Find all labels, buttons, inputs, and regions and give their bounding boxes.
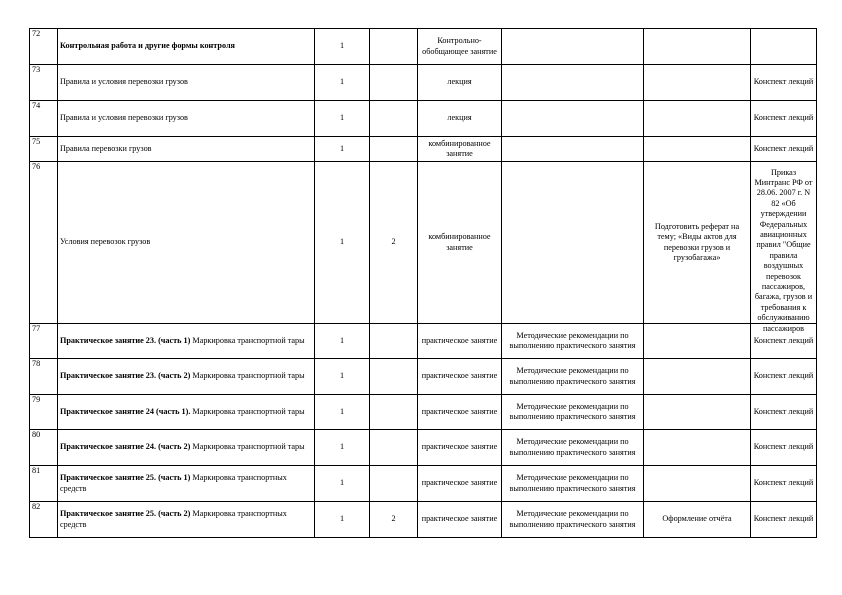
extra-hours-cell [370, 395, 418, 430]
hours-cell: 1 [315, 65, 370, 101]
literature-cell [751, 162, 817, 333]
literature-cell: Конспект лекций [751, 466, 817, 502]
topic-bold: Практическое занятие 23. (часть 2) [60, 371, 191, 381]
topic-cell [58, 324, 315, 359]
extra-hours-cell [370, 466, 418, 502]
row-number: 81 [30, 466, 58, 502]
lesson-type-cell: Контрольно-обобщающее занятие [418, 29, 502, 65]
homework-cell [644, 430, 751, 466]
hours-cell: 1 [315, 395, 370, 430]
table-row [30, 502, 817, 538]
topic-text: Маркировка транспортных средств [60, 473, 287, 493]
literature-cell: Конспект лекций [751, 430, 817, 466]
topic-text: Маркировка транспортной тары [190, 442, 305, 452]
literature-cell [751, 29, 817, 65]
topic-cell [58, 65, 315, 101]
row-number: 82 [30, 502, 58, 538]
curriculum-table [29, 28, 817, 538]
table-row [30, 65, 817, 101]
topic-cell [58, 502, 315, 538]
row-number: 78 [30, 359, 58, 395]
lesson-type-cell: практическое занятие [418, 466, 502, 502]
row-number: 77 [30, 324, 58, 359]
literature-cell: Конспект лекций [751, 137, 817, 162]
extra-hours-cell [370, 29, 418, 65]
extra-hours-cell [370, 65, 418, 101]
table-row [30, 395, 817, 430]
table-row [30, 359, 817, 395]
lesson-type-cell: комбинированное занятие [418, 162, 502, 324]
materials-cell: Методические рекомендации по выполнению практического занятия [502, 359, 644, 395]
homework-cell: Оформление отчёта [644, 502, 751, 538]
materials-cell [502, 29, 644, 65]
literature-cell: Конспект лекций [751, 359, 817, 395]
lesson-type-cell: практическое занятие [418, 395, 502, 430]
lesson-type-cell: практическое занятие [418, 430, 502, 466]
topic-cell [58, 395, 315, 430]
materials-cell: Методические рекомендации по выполнению практического занятия [502, 466, 644, 502]
topic-text: Маркировка транспортной тары [190, 371, 305, 381]
extra-hours-cell [370, 430, 418, 466]
hours-cell: 1 [315, 359, 370, 395]
topic-text: Правила и условия перевозки грузов [60, 77, 188, 87]
topic-cell [58, 430, 315, 466]
row-number: 80 [30, 430, 58, 466]
materials-cell [502, 101, 644, 137]
materials-cell [502, 65, 644, 101]
topic-text: Маркировка транспортной тары [190, 406, 305, 416]
hours-cell: 1 [315, 162, 370, 324]
table-row [30, 430, 817, 466]
hours-cell: 1 [315, 137, 370, 162]
literature-cell: Конспект лекций [751, 65, 817, 101]
homework-cell [644, 324, 751, 359]
literature-cell: Конспект лекций [751, 502, 817, 538]
table-row [30, 466, 817, 502]
hours-cell: 1 [315, 466, 370, 502]
topic-cell [58, 359, 315, 395]
homework-cell [644, 29, 751, 65]
lesson-type-cell: практическое занятие [418, 502, 502, 538]
topic-bold: Практическое занятие 25. (часть 2) [60, 509, 191, 519]
literature-cell: Конспект лекций [751, 324, 817, 359]
row-number: 74 [30, 101, 58, 137]
homework-cell [644, 466, 751, 502]
lesson-type-cell: лекция [418, 101, 502, 137]
lesson-type-cell: практическое занятие [418, 359, 502, 395]
hours-cell: 1 [315, 101, 370, 137]
topic-cell [58, 137, 315, 162]
hours-cell: 1 [315, 430, 370, 466]
topic-bold: Практическое занятие 24. (часть 2) [60, 442, 191, 452]
extra-hours-cell: 2 [370, 502, 418, 538]
homework-cell [644, 359, 751, 395]
topic-cell [58, 29, 315, 65]
materials-cell: Методические рекомендации по выполнению практического занятия [502, 502, 644, 538]
literature-cell: Конспект лекций [751, 101, 817, 137]
materials-cell: Методические рекомендации по выполнению практического занятия [502, 395, 644, 430]
row-number: 79 [30, 395, 58, 430]
literature-text: Приказ Минтранс РФ от 28.06. 2007 г. N 82 «Об утверждении Федеральных авиационных правил "Общие правила воздушных перевозок пассажиров, багажа, грузов и требования к обслуживанию пассажиров [754, 167, 813, 333]
topic-text: Маркировка транспортных средств [60, 509, 287, 529]
topic-text: Правила и условия перевозки грузов [60, 113, 188, 123]
topic-text: Условия перевозок грузов [60, 237, 151, 247]
table-row [30, 101, 817, 137]
extra-hours-cell [370, 101, 418, 137]
topic-bold: Практическое занятие 23. (часть 1) [60, 335, 191, 345]
lesson-type-cell: практическое занятие [418, 324, 502, 359]
topic-bold: Практическое занятие 25. (часть 1) [60, 473, 191, 483]
row-number: 72 [30, 29, 58, 65]
hours-cell: 1 [315, 502, 370, 538]
extra-hours-cell [370, 137, 418, 162]
materials-cell: Методические рекомендации по выполнению практического занятия [502, 430, 644, 466]
materials-cell [502, 162, 644, 324]
topic-text: Маркировка транспортной тары [190, 335, 305, 345]
table-row [30, 162, 817, 324]
homework-cell [644, 395, 751, 430]
homework-cell [644, 101, 751, 137]
topic-cell [58, 101, 315, 137]
topic-cell [58, 466, 315, 502]
extra-hours-cell: 2 [370, 162, 418, 324]
materials-cell: Методические рекомендации по выполнению практического занятия [502, 324, 644, 359]
topic-bold: Контрольная работа и другие формы контроля [60, 41, 235, 51]
topic-bold: Практическое занятие 24 (часть 1). [60, 406, 191, 416]
row-number: 76 [30, 162, 58, 324]
homework-cell [644, 65, 751, 101]
hours-cell: 1 [315, 29, 370, 65]
literature-cell: Конспект лекций [751, 395, 817, 430]
extra-hours-cell [370, 359, 418, 395]
hours-cell: 1 [315, 324, 370, 359]
extra-hours-cell [370, 324, 418, 359]
topic-cell [58, 162, 315, 324]
materials-cell [502, 137, 644, 162]
topic-text: Правила перевозки грузов [60, 143, 152, 153]
lesson-type-cell: комбинированное занятие [418, 137, 502, 162]
table-row [30, 324, 817, 359]
table-row [30, 137, 817, 162]
row-number: 73 [30, 65, 58, 101]
row-number: 75 [30, 137, 58, 162]
lesson-type-cell: лекция [418, 65, 502, 101]
homework-cell: Подготовить реферат на тему; «Виды актов для перевозки грузов и грузобагажа» [644, 162, 751, 324]
table-row [30, 29, 817, 65]
homework-cell [644, 137, 751, 162]
